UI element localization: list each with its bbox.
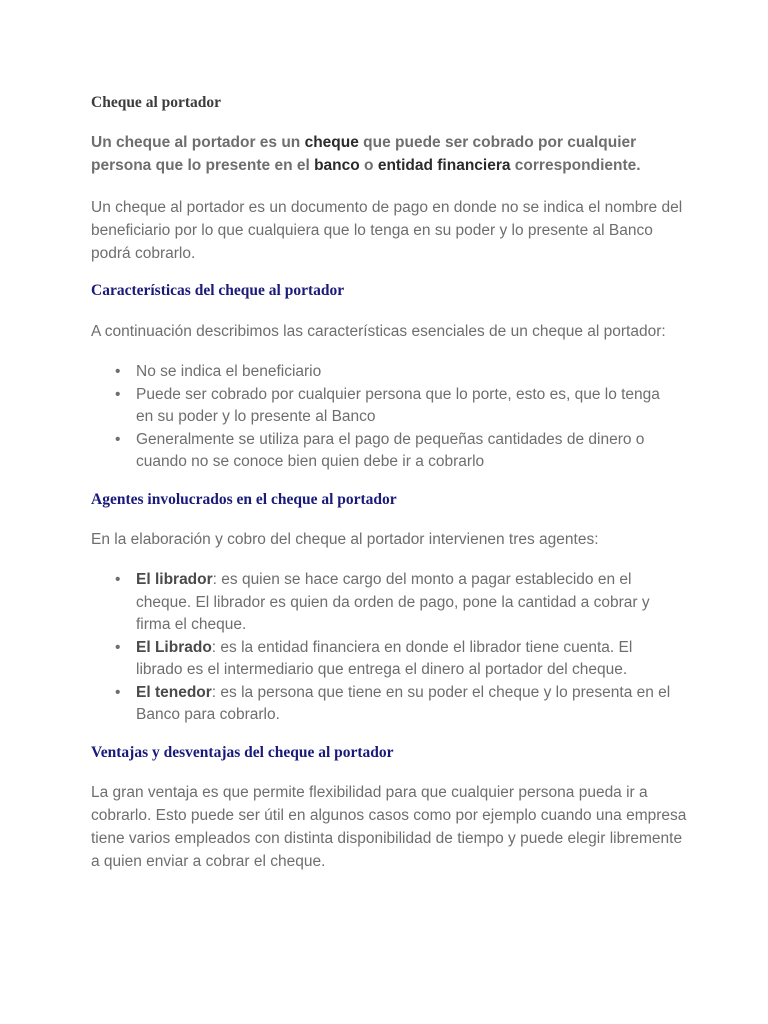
lead-text-1: Un cheque al portador es un	[91, 134, 305, 151]
caracteristicas-list	[91, 361, 691, 474]
bullet-icon: •	[115, 385, 121, 403]
bullet-icon: •	[115, 638, 121, 656]
ventajas-paragraph: La gran ventaja es que permite flexibilidad para que cualquier persona pueda ir a cobrarlo. Esto puede ser útil en algunos casos como por ejemplo cuando una empresa tiene varios empleados con distinta disponibilidad de tiempo y puede elegir libremente a quien enviar a cobrar el cheque.	[91, 784, 687, 870]
agent-term: El tenedor	[136, 683, 212, 701]
agent-description: : es la entidad financiera en donde el librador tiene cuenta. El librado es el intermediario que entrega el dinero al portador del cheque.	[136, 638, 633, 678]
caracteristicas-intro: A continuación describimos las características esenciales de un cheque al portador:	[91, 323, 666, 340]
agent-description: : es quien se hace cargo del monto a pagar establecido en el cheque. El librador es quien da orden de pago, pone la cantidad a cobrar y firma el cheque.	[136, 571, 650, 633]
list-item	[91, 384, 681, 429]
section-heading-caracteristicas: Características del cheque al portador	[91, 282, 345, 299]
banco-link[interactable]: banco	[314, 157, 360, 174]
agent-term: El librador	[136, 571, 213, 588]
lead-paragraph	[91, 131, 681, 177]
lead-text-3: o	[359, 157, 378, 174]
entidad-financiera-link[interactable]: entidad financiera	[377, 157, 511, 174]
list-item	[91, 569, 681, 637]
bullet-icon: •	[115, 363, 121, 380]
intro-paragraph: Un cheque al portador es un documento de pago en donde no se indica el nombre del beneficiario por lo que cualquiera que lo tenga en su poder y lo presente al Banco podrá cobrarlo.	[91, 199, 683, 262]
bullet-icon: •	[115, 430, 121, 448]
lead-text-2: que puede ser cobrado por cualquier persona que lo presente en el	[91, 134, 637, 174]
list-item-text: No se indica el beneficiario	[136, 363, 322, 380]
cheque-link[interactable]: cheque	[304, 134, 359, 151]
section-heading-ventajas: Ventajas y desventajas del cheque al portador	[91, 744, 394, 761]
page-title: Cheque al portador	[91, 94, 222, 111]
section-heading-agentes: Agentes involucrados en el cheque al portador	[91, 491, 397, 508]
agentes-intro: En la elaboración y cobro del cheque al portador intervienen tres agentes:	[91, 531, 599, 548]
list-item	[91, 682, 681, 727]
lead-text-4: correspondiente.	[510, 157, 641, 174]
agentes-list	[91, 569, 691, 727]
list-item	[91, 429, 681, 474]
agent-description: : es la persona que tiene en su poder el cheque y lo presenta en el Banco para cobrarlo.	[136, 683, 671, 723]
list-item-text: Puede ser cobrado por cualquier persona que lo porte, esto es, que lo tenga en su poder y lo presente al Banco	[136, 385, 660, 425]
list-item	[91, 361, 681, 384]
bullet-icon: •	[115, 571, 121, 588]
list-item-text: Generalmente se utiliza para el pago de pequeñas cantidades de dinero o cuando no se conoce bien quien debe ir a cobrarlo	[136, 430, 645, 470]
bullet-icon: •	[115, 683, 121, 701]
list-item	[91, 637, 681, 682]
agent-term: El Librado	[136, 638, 212, 656]
